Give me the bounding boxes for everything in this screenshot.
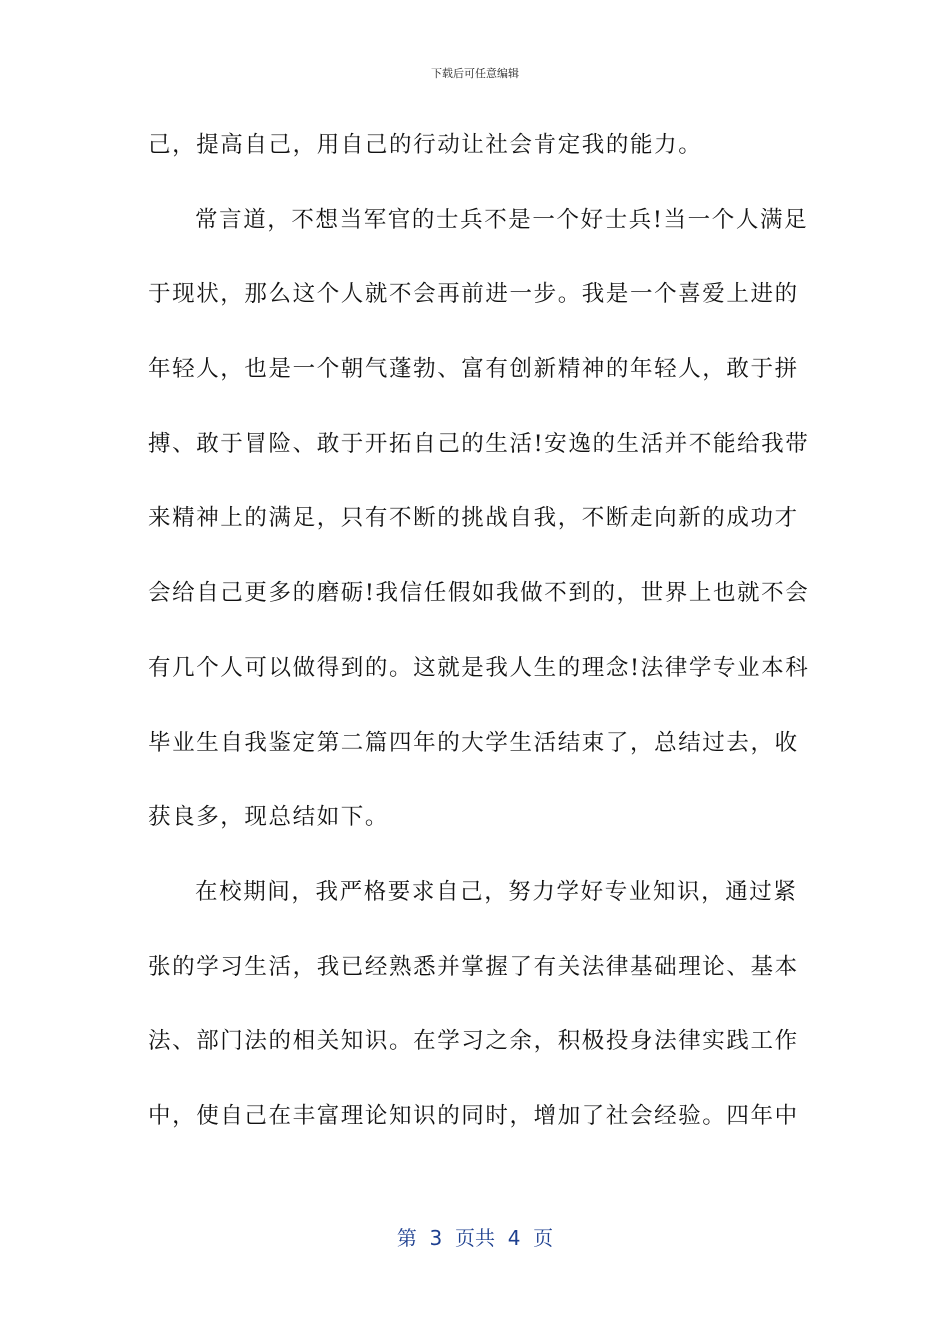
text-line: 常言道，不想当军官的士兵不是一个好士兵!当一个人满足	[195, 206, 809, 233]
text-line: 年轻人，也是一个朝气蓬勃、富有创新精神的年轻人，敢于拼	[148, 356, 799, 383]
text-line: 有几个人可以做得到的。这就是我人生的理念!法律学专业本科	[148, 654, 810, 681]
text-line: 己，提高自己，用自己的行动让社会肯定我的能力。	[148, 132, 703, 158]
text-line: 法、部门法的相关知识。在学习之余，积极投身法律实践工作	[148, 1028, 799, 1055]
page-number: 第 3 页共 4 页	[396, 1226, 554, 1250]
document-body	[148, 121, 808, 1167]
text-line: 搏、敢于冒险、敢于开拓自己的生活!安逸的生活并不能给我带	[148, 430, 810, 457]
text-line: 张的学习生活，我已经熟悉并掌握了有关法律基础理论、基本	[148, 953, 799, 980]
text-line: 会给自己更多的磨砺!我信任假如我做不到的，世界上也就不会	[148, 580, 810, 607]
text-line: 中，使自己在丰富理论知识的同时，增加了社会经验。四年中	[148, 1102, 799, 1129]
text-line: 来精神上的满足，只有不断的挑战自我，不断走向新的成功才	[148, 505, 799, 532]
text-line: 在校期间，我严格要求自己，努力学好专业知识，通过紧	[195, 878, 798, 905]
text-line: 毕业生自我鉴定第二篇四年的大学生活结束了，总结过去，收	[148, 729, 799, 756]
page-header-note: 下载后可任意编辑	[431, 67, 519, 80]
text-line: 获良多，现总结如下。	[148, 804, 390, 831]
text-line: 于现状，那么这个人就不会再前进一步。我是一个喜爱上进的	[148, 281, 799, 308]
